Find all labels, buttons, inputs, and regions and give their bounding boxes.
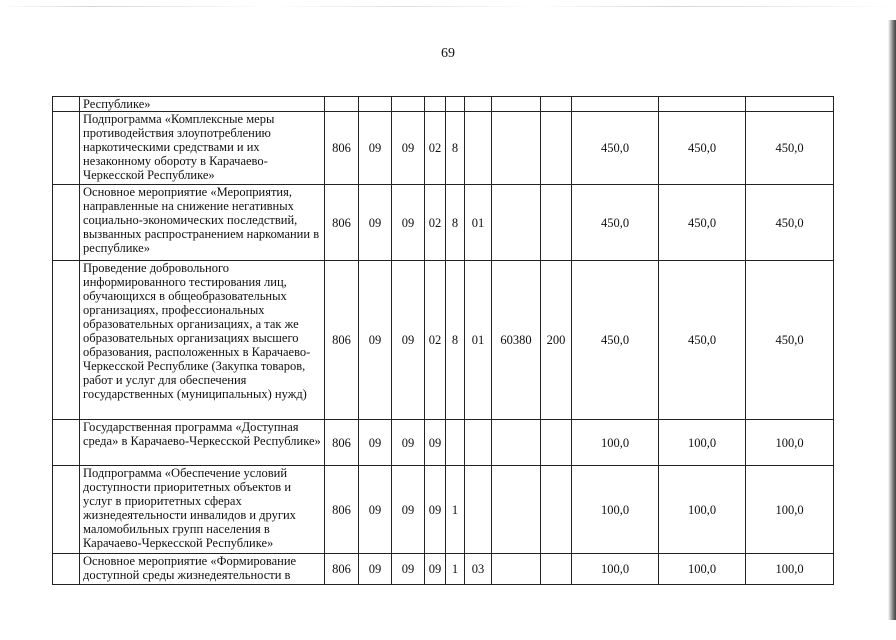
code-event: 01: [465, 261, 492, 420]
value-year-3: [746, 97, 834, 112]
code-vr: [541, 466, 572, 554]
code-program: 02: [425, 261, 446, 420]
value-year-3: 450,0: [746, 185, 834, 261]
row-name: Подпрограмма «Обеспечение условий доступности приоритетных объектов и услуг в приоритетных сферах жизнедеятельности инвалидов и других маломобильных групп населения в Карачаево-Черкесской Республике»: [80, 466, 325, 554]
code-program: 09: [425, 466, 446, 554]
value-year-1: 100,0: [572, 420, 659, 466]
row-name: Основное мероприятие «Формирование доступной среды жизнедеятельности в: [80, 554, 325, 585]
code-program: 02: [425, 185, 446, 261]
code-vr: [541, 97, 572, 112]
value-year-2: 450,0: [659, 185, 746, 261]
value-year-2: 100,0: [659, 554, 746, 585]
row-marker-cell: [53, 112, 80, 185]
code-pr: 09: [392, 185, 425, 261]
code-subprogram: 8: [446, 112, 465, 185]
code-event: 03: [465, 554, 492, 585]
value-year-2: 100,0: [659, 420, 746, 466]
code-rz: [359, 97, 392, 112]
value-year-1: 450,0: [572, 185, 659, 261]
value-year-1: 450,0: [572, 112, 659, 185]
code-pr: 09: [392, 420, 425, 466]
table-row: [53, 466, 834, 554]
value-year-1: [572, 97, 659, 112]
code-event: [465, 466, 492, 554]
code-event: [465, 420, 492, 466]
code-rz: 09: [359, 112, 392, 185]
value-year-3: 450,0: [746, 261, 834, 420]
row-marker-cell: [53, 554, 80, 585]
value-year-3: 450,0: [746, 112, 834, 185]
table-row: [53, 112, 834, 185]
row-name: Проведение добровольного информированного тестирования лиц, обучающихся в общеобразовательных организациях, профессиональных образовательных организациях, а так же образовательных организациях высшего образования, расположенных в Карачаево-Черкесской Республике (Закупка товаров, работ и услуг для обеспечения государственных (муниципальных) нужд): [80, 261, 325, 420]
code-subprogram: 8: [446, 261, 465, 420]
code-program: 09: [425, 420, 446, 466]
value-year-2: 100,0: [659, 466, 746, 554]
code-gr: 806: [325, 420, 359, 466]
page-number: 69: [441, 46, 455, 61]
value-year-2: 450,0: [659, 261, 746, 420]
code-pr: [392, 97, 425, 112]
code-program: 02: [425, 112, 446, 185]
code-gr: 806: [325, 466, 359, 554]
value-year-3: 100,0: [746, 554, 834, 585]
table-row: [53, 420, 834, 466]
row-name: Подпрограмма «Комплексные меры противодействия злоупотреблению наркотическими средствами и их незаконному обороту в Карачаево-Черкесской Республике»: [80, 112, 325, 185]
code-direction: 60380: [492, 261, 541, 420]
code-event: [465, 97, 492, 112]
code-rz: 09: [359, 261, 392, 420]
code-gr: 806: [325, 112, 359, 185]
table-row: [53, 261, 834, 420]
code-gr: [325, 97, 359, 112]
code-subprogram: 1: [446, 554, 465, 585]
code-direction: [492, 112, 541, 185]
scan-edge-right: [888, 20, 896, 620]
code-event: [465, 112, 492, 185]
code-program: [425, 97, 446, 112]
code-pr: 09: [392, 554, 425, 585]
value-year-1: 100,0: [572, 554, 659, 585]
value-year-3: 100,0: [746, 466, 834, 554]
value-year-2: [659, 97, 746, 112]
code-pr: 09: [392, 466, 425, 554]
code-direction: [492, 554, 541, 585]
row-marker-cell: [53, 261, 80, 420]
value-year-1: 100,0: [572, 466, 659, 554]
value-year-3: 100,0: [746, 420, 834, 466]
code-pr: 09: [392, 261, 425, 420]
table-row: [53, 554, 834, 585]
value-year-1: 450,0: [572, 261, 659, 420]
code-vr: [541, 112, 572, 185]
code-vr: 200: [541, 261, 572, 420]
code-event: 01: [465, 185, 492, 261]
code-direction: [492, 185, 541, 261]
code-gr: 806: [325, 185, 359, 261]
code-gr: 806: [325, 261, 359, 420]
code-subprogram: 1: [446, 466, 465, 554]
code-subprogram: [446, 420, 465, 466]
row-marker-cell: [53, 185, 80, 261]
code-pr: 09: [392, 112, 425, 185]
code-direction: [492, 466, 541, 554]
row-marker-cell: [53, 420, 80, 466]
code-vr: [541, 185, 572, 261]
table-row: [53, 185, 834, 261]
value-year-2: 450,0: [659, 112, 746, 185]
row-marker-cell: [53, 97, 80, 112]
code-direction: [492, 420, 541, 466]
code-rz: 09: [359, 185, 392, 261]
table-row: [53, 97, 834, 112]
budget-table: [52, 96, 834, 585]
code-vr: [541, 554, 572, 585]
code-subprogram: 8: [446, 185, 465, 261]
code-vr: [541, 420, 572, 466]
code-gr: 806: [325, 554, 359, 585]
code-direction: [492, 97, 541, 112]
row-name: Основное мероприятие «Мероприятия, направленные на снижение негативных социально-экономических последствий, вызванных распространением наркомании в республике»: [80, 185, 325, 261]
code-rz: 09: [359, 420, 392, 466]
scan-edge-top: [0, 6, 896, 7]
row-marker-cell: [53, 466, 80, 554]
code-rz: 09: [359, 466, 392, 554]
row-name: Государственная программа «Доступная среда» в Карачаево-Черкесской Республике»: [80, 420, 325, 466]
row-name: Республике»: [80, 97, 325, 112]
code-subprogram: [446, 97, 465, 112]
code-program: 09: [425, 554, 446, 585]
code-rz: 09: [359, 554, 392, 585]
